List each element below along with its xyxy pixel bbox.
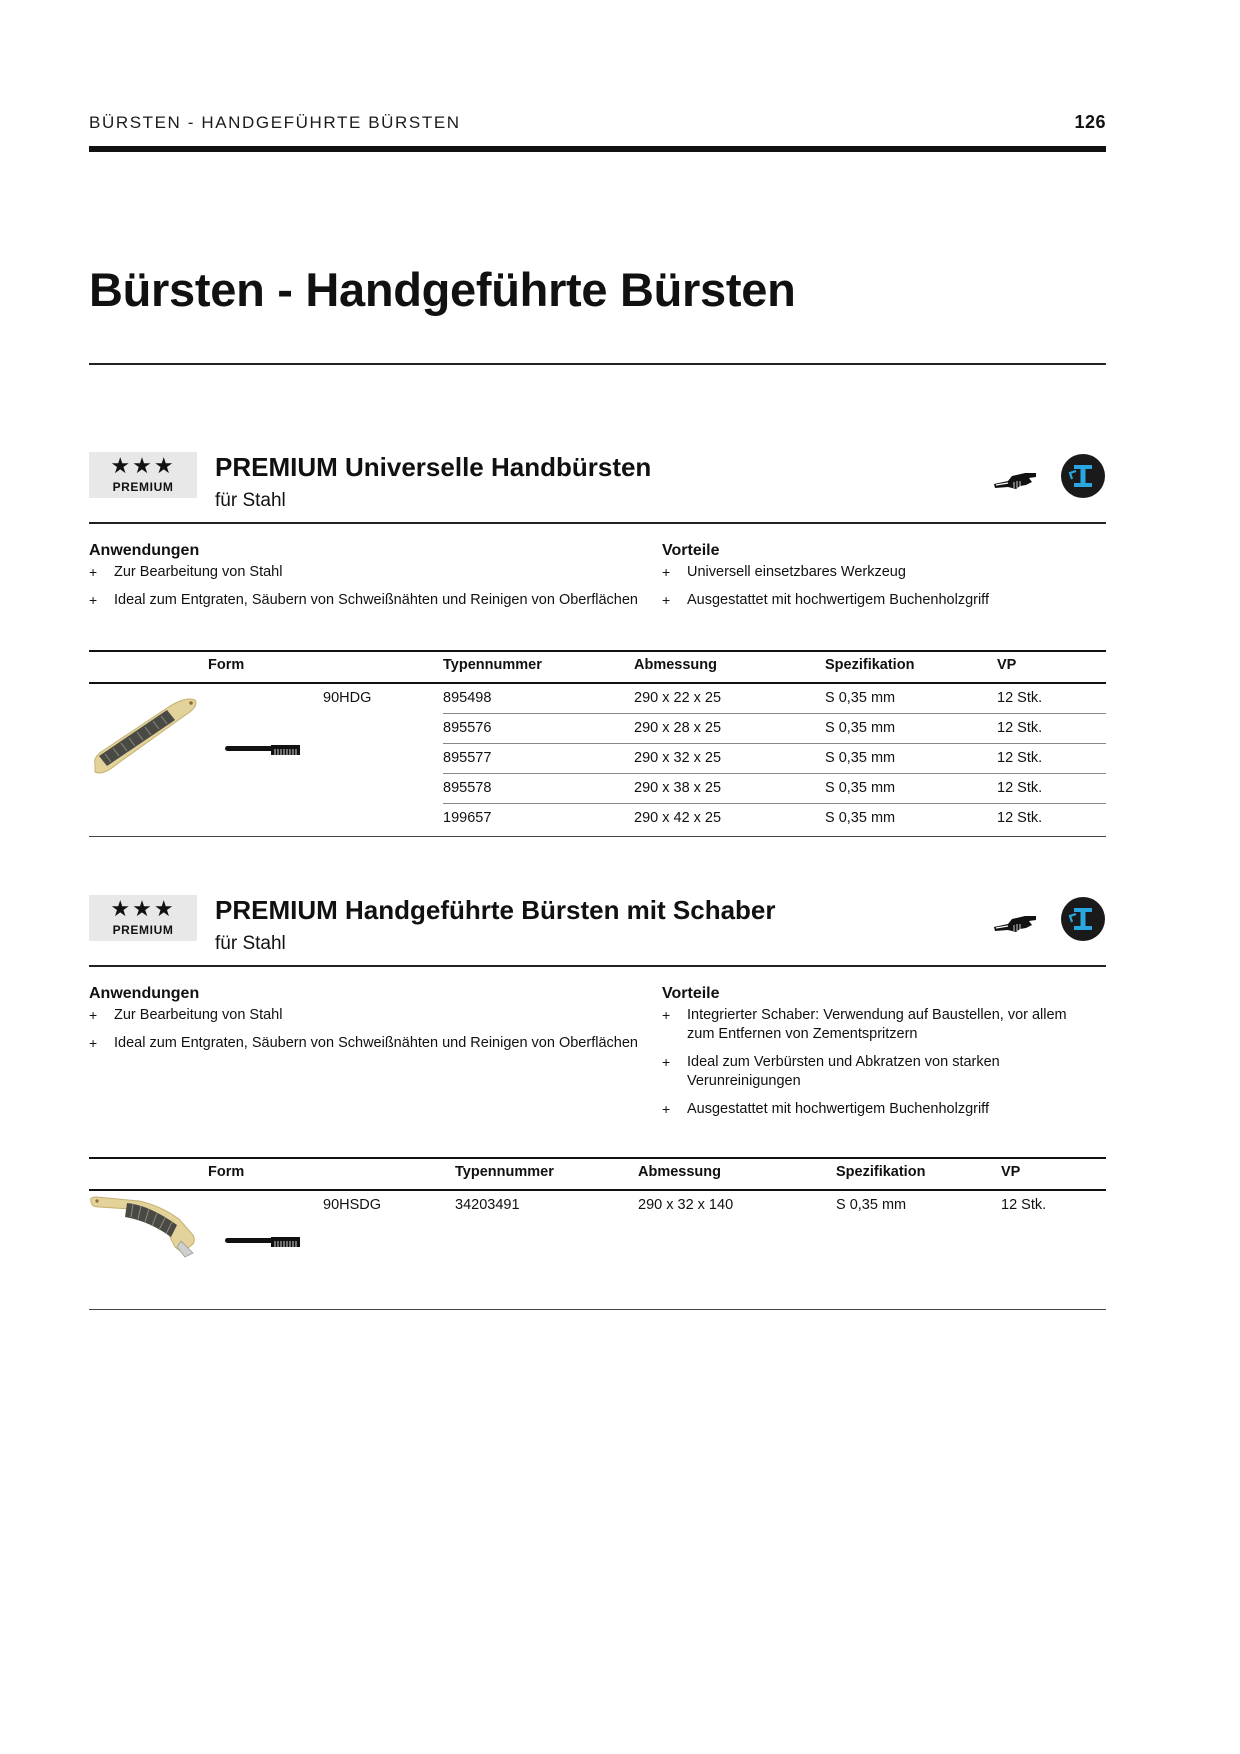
cell-abmessung: 290 x 32 x 25: [634, 750, 722, 766]
cell-abmessung: 290 x 42 x 25: [634, 810, 722, 826]
cell-typennummer: 199657: [443, 810, 492, 826]
cell-spezifikation: S 0,35 mm: [825, 810, 896, 826]
table-end-rule: [89, 1309, 1106, 1310]
premium-stars: ★★★: [110, 454, 176, 479]
col-vp: VP: [997, 657, 1017, 673]
brush-with-scraper-image: [89, 1195, 197, 1259]
cell-typennummer: 895578: [443, 780, 492, 796]
col-typennummer: Typennummer: [443, 657, 542, 673]
product-subtitle: für Stahl: [215, 490, 286, 511]
section-rule: [89, 965, 1106, 967]
cell-typennummer: 895577: [443, 750, 492, 766]
col-form: Form: [208, 657, 245, 673]
table-end-rule: [89, 836, 1106, 837]
col-abmessung: Abmessung: [638, 1164, 721, 1180]
vorteile-list: [662, 563, 1092, 610]
brush-drawing-icon: [225, 744, 301, 756]
page-number: 126: [1074, 112, 1106, 132]
list-item: + Ideal zum Entgraten, Säubern von Schweißnähten und Reinigen von Oberflächen: [89, 591, 649, 610]
list-item: + Ideal zum Verbürsten und Abkratzen von starken Verunreinigungen: [662, 1053, 1082, 1091]
cell-vp: 12 Stk.: [997, 810, 1043, 826]
cell-vp: 12 Stk.: [1001, 1197, 1047, 1213]
cell-typennummer: 34203491: [455, 1197, 520, 1213]
col-typennummer: Typennummer: [455, 1164, 554, 1180]
cell-vp: 12 Stk.: [997, 720, 1043, 736]
list-item: + Zur Bearbeitung von Stahl: [89, 1006, 649, 1025]
table-row: [443, 714, 1106, 744]
table-row: [455, 1191, 1106, 1221]
table-rule: [89, 1157, 1106, 1159]
page-title: Bürsten - Handgeführte Bürsten: [89, 263, 796, 316]
table-row: [443, 684, 1106, 714]
vorteile-list: [662, 1006, 1082, 1119]
premium-label: PREMIUM: [112, 480, 174, 494]
cell-abmessung: 290 x 28 x 25: [634, 720, 722, 736]
col-abmessung: Abmessung: [634, 657, 717, 673]
cell-abmessung: 290 x 22 x 25: [634, 690, 722, 706]
cell-typennummer: 895576: [443, 720, 492, 736]
product-subtitle: für Stahl: [215, 933, 286, 954]
running-head: BÜRSTEN - HANDGEFÜHRTE BÜRSTEN: [89, 113, 461, 132]
vorteile-heading: Vorteile: [662, 542, 720, 559]
product-title: PREMIUM Universelle Handbürsten: [215, 452, 652, 482]
header-rule: [89, 146, 1106, 152]
cell-vp: 12 Stk.: [997, 690, 1043, 706]
table-row: [443, 744, 1106, 774]
vorteile-heading: Vorteile: [662, 985, 720, 1002]
table-rule: [89, 650, 1106, 652]
list-item: + Ausgestattet mit hochwertigem Buchenholzgriff: [662, 1100, 1082, 1119]
cell-spezifikation: S 0,35 mm: [825, 780, 896, 796]
premium-badge: [89, 452, 197, 498]
hand-brush-icon: [992, 907, 1038, 935]
list-item: + Zur Bearbeitung von Stahl: [89, 563, 649, 582]
list-item: + Universell einsetzbares Werkzeug: [662, 563, 1092, 582]
cell-spezifikation: S 0,35 mm: [825, 720, 896, 736]
list-item: + Ausgestattet mit hochwertigem Buchenholzgriff: [662, 591, 1092, 610]
anwendungen-list: [89, 563, 649, 610]
cell-abmessung: 290 x 32 x 140: [638, 1197, 734, 1213]
table-row: [443, 774, 1106, 804]
col-spezifikation: Spezifikation: [836, 1164, 926, 1180]
form-code: 90HDG: [323, 690, 372, 706]
premium-label: PREMIUM: [112, 923, 174, 937]
anwendungen-list: [89, 1006, 649, 1053]
table-row: [443, 804, 1106, 834]
premium-badge: [89, 895, 197, 941]
steel-material-icon: [1060, 453, 1106, 499]
cell-vp: 12 Stk.: [997, 750, 1043, 766]
hand-brush-icon: [992, 464, 1038, 492]
form-code: 90HSDG: [323, 1197, 382, 1213]
cell-vp: 12 Stk.: [997, 780, 1043, 796]
anwendungen-heading: Anwendungen: [89, 985, 200, 1002]
title-rule: [89, 363, 1106, 365]
section-rule: [89, 522, 1106, 524]
cell-spezifikation: S 0,35 mm: [825, 690, 896, 706]
brush-product-image: [89, 690, 199, 782]
col-spezifikation: Spezifikation: [825, 657, 915, 673]
premium-stars: ★★★: [110, 897, 176, 922]
list-item: + Integrierter Schaber: Verwendung auf Baustellen, vor allem zum Entfernen von Zementspritzern: [662, 1006, 1082, 1044]
cell-spezifikation: S 0,35 mm: [836, 1197, 907, 1213]
cell-abmessung: 290 x 38 x 25: [634, 780, 722, 796]
brush-drawing-icon: [225, 1236, 301, 1248]
list-item: + Ideal zum Entgraten, Säubern von Schweißnähten und Reinigen von Oberflächen: [89, 1034, 649, 1053]
cell-spezifikation: S 0,35 mm: [825, 750, 896, 766]
product-title: PREMIUM Handgeführte Bürsten mit Schaber: [215, 895, 776, 925]
anwendungen-heading: Anwendungen: [89, 542, 200, 559]
cell-typennummer: 895498: [443, 690, 492, 706]
steel-material-icon: [1060, 896, 1106, 942]
col-vp: VP: [1001, 1164, 1021, 1180]
col-form: Form: [208, 1164, 245, 1180]
